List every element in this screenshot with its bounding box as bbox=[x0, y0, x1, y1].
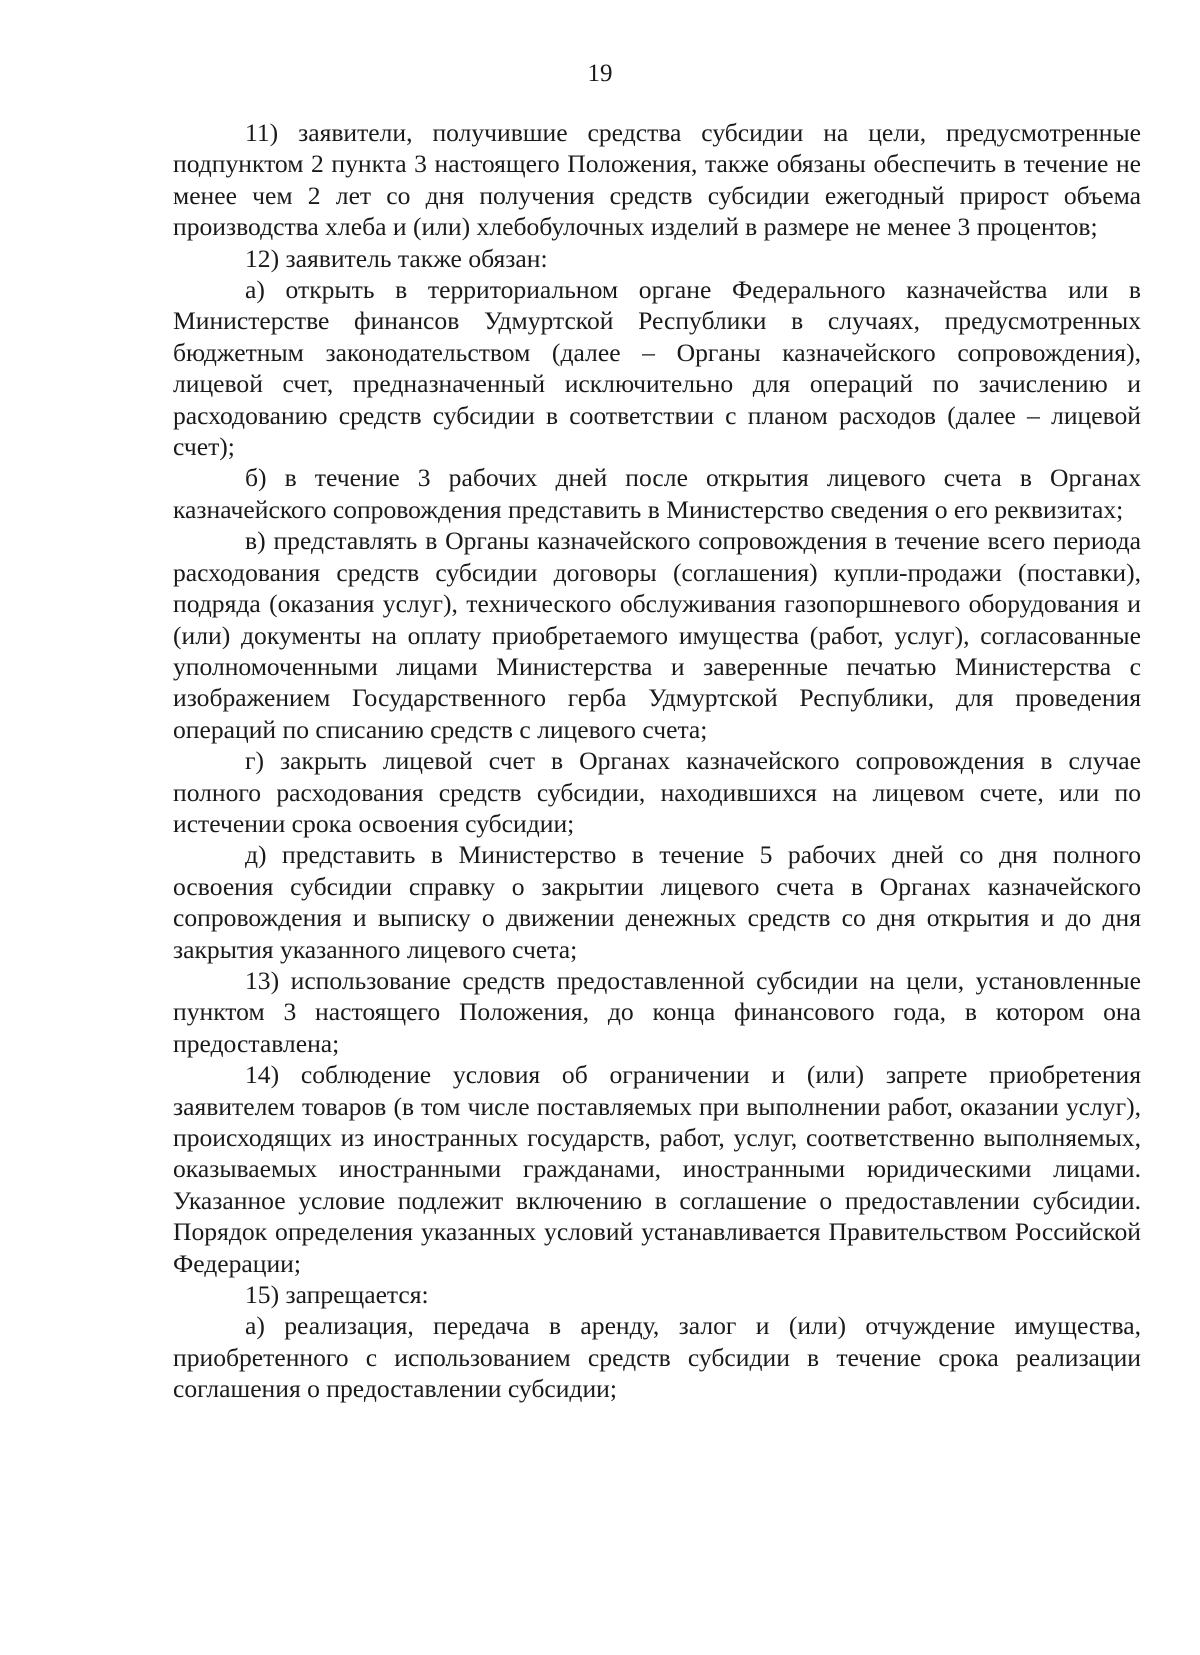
paragraph-subitem-a: а) открыть в территориальном органе Федерального казначейства или в Министерстве финансов Удмуртской Республики в случаях, предусмотренных бюджетным законодательством (далее – Органы казначейского сопровождения), лицевой счет, предназначенный исключительно для операций по зачислению и расходованию средств субсидии в соответствии с планом расходов (далее – лицевой счет); bbox=[173, 275, 1141, 462]
paragraph-subitem-v: в) представлять в Органы казначейского сопровождения в течение всего периода расходования средств субсидии договоры (соглашения) купли-продажи (поставки), подряда (оказания услуг), технического обслуживания газопоршневого оборудования и (или) документы на оплату приобретаемого имущества (работ, услуг), согласованные уполномоченными лицами Министерства и заверенные печатью Министерства с изображением Государственного герба Удмуртской Республики, для проведения операций по списанию средств с лицевого счета; bbox=[173, 526, 1141, 744]
paragraph-item-12: 12) заявитель также обязан: bbox=[245, 243, 548, 273]
paragraph-item-15: 15) запрещается: bbox=[245, 1280, 429, 1310]
paragraph-item-11: 11) заявители, получившие средства субсидии на цели, предусмотренные подпунктом 2 пункта 3 настоящего Положения, также обязаны обеспечить в течение не менее чем 2 лет со дня получения средств субсидии ежегодный прирост объема производства хлеба и (или) хлебобулочных изделий в размере не менее 3 процентов; bbox=[173, 118, 1141, 242]
paragraph-subitem-g: г) закрыть лицевой счет в Органах казначейского сопровождения в случае полного расходования средств субсидии, находившихся на лицевом счете, или по истечении срока освоения субсидии; bbox=[173, 746, 1141, 838]
paragraph-item-15-subitem-a: а) реализация, передача в аренду, залог и (или) отчуждение имущества, приобретенного с использованием средств субсидии в течение срока реализации соглашения о предоставлении субсидии; bbox=[173, 1311, 1141, 1404]
paragraph-item-13: 13) использование средств предоставленной субсидии на цели, установленные пунктом 3 настоящего Положения, до конца финансового года, в котором она предоставлена; bbox=[173, 965, 1141, 1058]
paragraph-item-14: 14) соблюдение условия об ограничении и (или) запрете приобретения заявителем товаров (в том числе поставляемых при выполнении работ, оказании услуг), происходящих из иностранных государств, работ, услуг, соответственно выполняемых, оказываемых иностранными гражданами, иностранными юридическими лицами. Указанное условие подлежит включению в соглашение о предоставлении субсидии. Порядок определения указанных условий устанавливается Правительством Российской Федерации; bbox=[173, 1060, 1141, 1278]
paragraph-subitem-d: д) представить в Министерство в течение 5 рабочих дней со дня полного освоения субсидии справку о закрытии лицевого счета в Органах казначейского сопровождения и выписку о движении денежных средств со дня открытия и до дня закрытия указанного лицевого счета; bbox=[173, 840, 1141, 964]
document-body bbox=[173, 117, 1141, 1405]
page-number: 19 bbox=[587, 60, 613, 87]
paragraph-subitem-b: б) в течение 3 рабочих дней после открытия лицевого счета в Органах казначейского сопровождения представить в Министерство сведения о его реквизитах; bbox=[173, 463, 1141, 524]
